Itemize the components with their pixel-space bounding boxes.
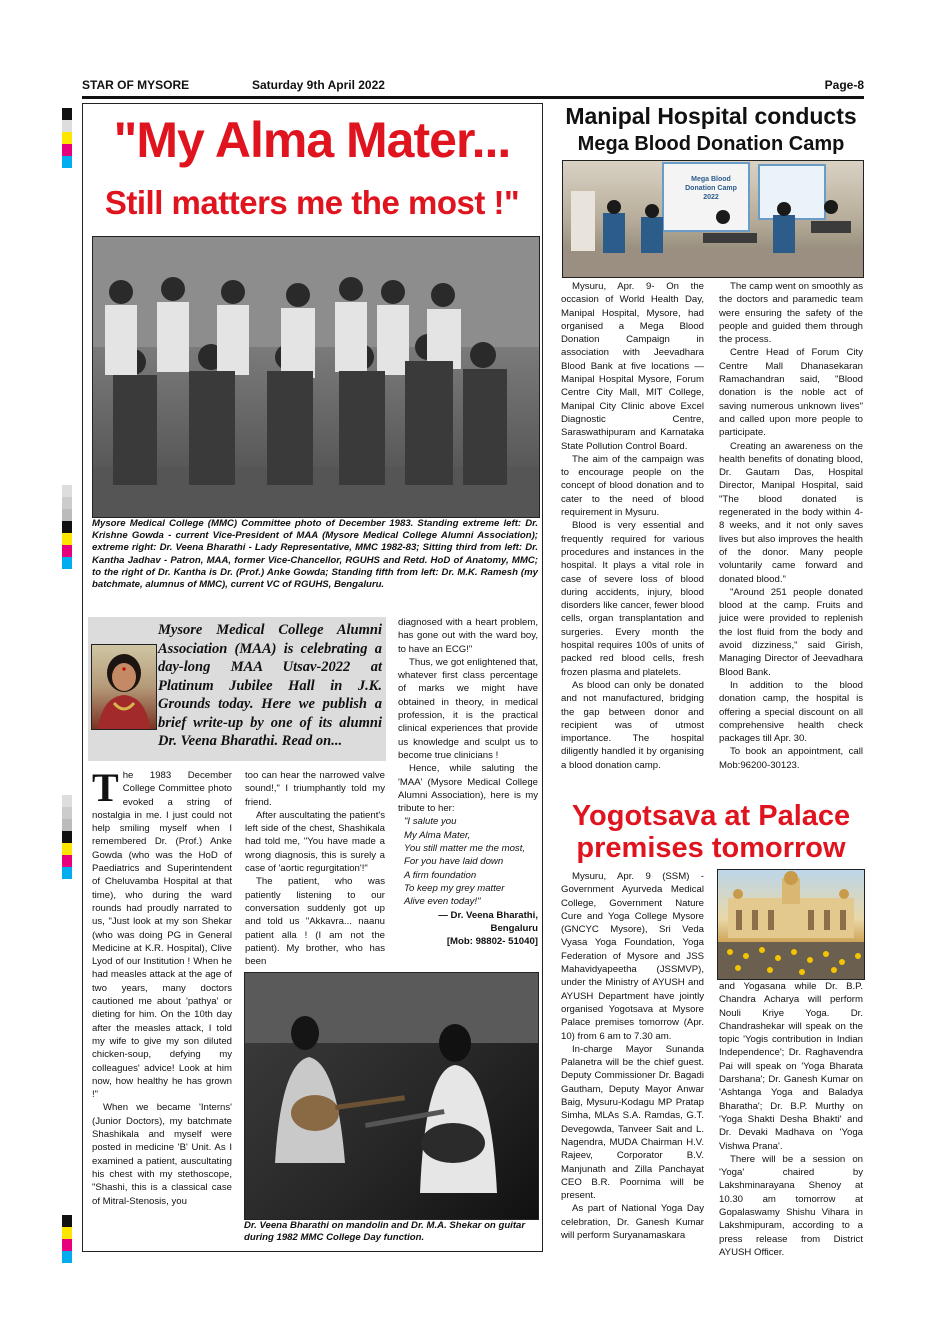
music-photo-caption: Dr. Veena Bharathi on mandolin and Dr. M.A. Shekar on guitar during 1982 MMC College Day function. <box>244 1220 526 1244</box>
header-rule <box>82 96 864 99</box>
alma-column-1 <box>92 765 232 1208</box>
page-number: Page-8 <box>824 78 864 92</box>
palace-yoga-photo <box>717 869 865 980</box>
manipal-col2-para: Creating an awareness on the health benefits of donating blood, Dr. Gautam Das, Hospital Director, Manipal Hospital, said "The blood donated is regenerated in the body within 4-8 weeks, and it not only saves lives but also improves the health of the donor. Many people voluntarily came forward and donated blood." <box>719 440 863 585</box>
drop-cap: T <box>92 765 119 810</box>
manipal-headline-1: Manipal Hospital conducts <box>565 103 857 129</box>
poem-line: A firm foundation <box>404 869 477 881</box>
manipal-col2-para: To book an appointment, call Mob:96200-30123. <box>719 746 863 771</box>
manipal-col2-para: Centre Head of Forum City Centre Mall Dhanasekaran Ramachandran said, "Blood donation is the noble act of saving numerous unknown lives" and called upon more people to participate. <box>719 347 863 439</box>
alma-col2-para-1: too can hear the narrowed valve sound!," I triumphantly told my friend. <box>245 770 385 808</box>
committee-photo-caption: Mysore Medical College (MMC) Committee photo of December 1983. Standing extreme left: Dr. Krishne Gowda - current Vice-President of MAA (Mysore Medical College Alumni Association); extreme right: Dr. Veena Bharathi - Lady Representative, MMC 1982-83; Sitting third from left: Dr. Kantha Jadhav - Patron, MAA, former Vice-Chancellor, RGUHS and Retd. HoD of Anatomy, MMC; to the right of Dr. Kantha is Dr. (Prof.) Anke Gowda; Standing fifth from left: Dr. M.K. Ramesh (my batchmate, alumnus of MMC), current VC of RGUHS, Bengaluru. <box>92 518 538 591</box>
registration-marks-top <box>62 108 72 168</box>
manipal-col1-para: Mysuru, Apr. 9- On the occasion of World Health Day, Manipal Hospital, Mysore, had organised a Mega Blood Donation Campaign in association with Jeevadhara Blood Bank at five locations — Manipal Hospital Mysore, Forum Centre City Mall, MIT College, Manipal City Clinic above Excel Diagnostic Centre, Saraswathipuram and Karnataka State Pollution Control Board. <box>561 281 704 452</box>
manipal-col1-para: The aim of the campaign was to encourage people on the concept of blood donation and to cater to the need of blood requirement in Mysuru. <box>561 453 704 519</box>
poem-line: You still matter me the most, <box>404 843 526 855</box>
alma-col2-para-2: After auscultating the patient's left side of the chest, Shashikala had told me, "You have made a wrong diagnosis, this is surely a case of 'aortic regurgitation'!" <box>245 809 385 875</box>
manipal-col2-para: "Around 251 people donated blood at the camp. Fruits and juice were provided to replenish the lost fluid from the body and avoid dizziness," said Girish, Managing Director of Jeevadhara Blood Bank. <box>719 586 863 678</box>
alma-col3-para-3: Hence, while saluting the 'MAA' (Mysore Medical College Alumni Association), here is my tribute to her: <box>398 763 538 815</box>
alma-col1-para-1-text: he 1983 December College Committee photo evoked a string of nostalgia in me. I just could not help smiling myself when I remembered Dr. (Prof.) Anke Gowda (who was the HoD of Paediatrics and Superintendent of Cheluvamba Hospital at that time), who during the ward rounds had proudly narrated to us, "Just look at my son Shekar (who was doing PG in General Medicine at K.R. Hospital), Clive Lyod of our Institution ! When he had measles attack at the age of two years, many doctors cautioned me about 'pathya' or dieting for him. On the 10th day after the measles attack, I told my wife to give my son diluted chicken-soup, defying my colleagues' advice! Look at him now, how healthy he has grown !" <box>92 770 232 1101</box>
intro-paragraph: Mysore Medical College Alumni Association (MAA) is celebrating a day-long MAA Utsav-2022 at Platinum Jubilee Hall in J.K. Grounds today. Here we publish a brief write-up by one of its alumni Dr. Veena Bharathi. Read on... <box>158 622 382 749</box>
alma-headline-2: Still matters me the most !" <box>104 184 520 221</box>
registration-marks-mid <box>62 485 72 569</box>
alma-col2-para-3: The patient, who was patiently listening to our conversation suddenly got up and told us "Akkavra... naanu patient alla ! (I am not the patient). My brother, who has been <box>245 876 385 968</box>
yoga-column-2 <box>719 980 863 1259</box>
yoga-col2-para: and Yogasana while Dr. B.P. Chandra Acharya will perform Nouli Kriye Yoga. Dr. Chandrashekar will speak on the topic 'Yogis contribution in Indian Independence'; Dr. Raghavendra Pai will speak on 'Yoga Bharata Darshana'; Dr. Ganesh Kumar on 'Ashtanga Yoga and Baladya Bharatha'; Dr. B.P. Murthy on 'Yoga Shakti Desha Bhakti' and Dr. Devaki Madhava on 'Yoga Vishwa Prana'. <box>719 981 863 1152</box>
yoga-column-1 <box>561 870 704 1242</box>
poem-line: For you have laid down <box>404 856 504 868</box>
mandolin-guitar-photo <box>244 972 539 1220</box>
alma-col3-para-2: Thus, we got enlightened that, whatever first class percentage of marks we might have obtained in theory, in medical profession, it is the practical clinical experiences that provide us knowledge and sculpt us to become true clinicians ! <box>398 656 538 761</box>
manipal-headline-2: Mega Blood Donation Camp <box>577 133 845 155</box>
manipal-col2-para: The camp went on smoothly as the doctors and paramedic team were ensuring the safety of the people and guided them through the process. <box>719 281 863 346</box>
author-signature <box>398 909 538 949</box>
yoga-col1-para: In-charge Mayor Sunanda Palanetra will be the chief guest. Deputy Commissioner Dr. Bagadi Gautham, Deputy Mayor Anwar Baig, Mysuru-Kodagu MP Pratap Simha, MLAs S.A. Ramdas, G.T. Devegowda, Tanveer Sait and L. Nagendra, MUDA Chairman H.V. Rajeev, Corporator B.V. Manjunath and Zilla Panchayat CEO B.R. Poornima will be present. <box>561 1043 704 1202</box>
issue-date: Saturday 9th April 2022 <box>252 78 385 92</box>
music-photo-illustration <box>245 973 538 1219</box>
manipal-column-2 <box>719 280 863 772</box>
yoga-headline-1: Yogotsava at Palace <box>571 800 851 832</box>
committee-photo-illustration <box>93 237 539 517</box>
poem-line: To keep my grey matter <box>404 882 505 894</box>
intro-text <box>96 621 382 751</box>
poem-line: Alive even today!" <box>404 896 481 908</box>
poem-line: My Alma Mater, <box>404 829 471 841</box>
camp-banner-text: Mega Blood Donation Camp 2022 <box>685 176 737 201</box>
yoga-headline-2: premises tomorrow <box>576 832 846 864</box>
manipal-column-1 <box>561 280 704 772</box>
blood-donation-photo <box>562 160 864 278</box>
tribute-poem <box>398 815 538 908</box>
alma-headline-1: "My Alma Mater... <box>113 112 511 168</box>
intro-portrait-spacer <box>96 621 158 733</box>
alma-column-3 <box>398 616 538 948</box>
manipal-col1-para: As blood can only be donated and not manufactured, bridging the gap between donor and recipient was of utmost importance. The hospital diligently handled it by organising a blood donation camp. <box>561 679 704 771</box>
manipal-col1-para: Blood is very essential and frequently required for various procedures and instances in the hospital. It plays a vital role in case of severe loss of blood during accidents, injury, blood disorders like cancer, fewer blood cells, organ transplantation and surgeries. Every month the hospital requires 100s of units of packed red blood cells, fresh frozen plasma and platelets. <box>561 520 704 678</box>
yoga-col1-para: As part of National Yoga Day celebration, Dr. Ganesh Kumar will perform Suryanamaskara <box>561 1203 704 1242</box>
registration-marks-bottom <box>62 1215 72 1263</box>
registration-marks-lower <box>62 795 72 879</box>
signature-name: — Dr. Veena Bharathi, <box>438 909 538 921</box>
alma-column-2 <box>245 769 385 968</box>
alma-col1-para-2: When we became 'Interns' (Junior Doctors), my batchmate Shashikala and myself were posted in medicine 'B' Unit. As I examined a patient, auscultating his chest with my stethoscope, "Shashi, this is a classical case of Mitral-Stenosis, you <box>92 1102 232 1207</box>
yoga-col1-para: Mysuru, Apr. 9 (SSM) - Government Ayurveda Medical College, Government Nature Cure and Yoga College Mysore (GNCYC Mysore), Sri Veda Vyasa Yoga Foundation, Yoga Federation of Mysore and JSS Mahavidyapeetha (JSSMVP), under the Ministry of AYUSH and AYUSH Department have jointly organised Yogotsava at Mysore Palace premises tomorrow (Apr. 10) from 6 am to 7.30 am. <box>561 871 704 1042</box>
signature-mobile: [Mob: 98802- 51040] <box>446 936 538 948</box>
yoga-col2-para: There will be a session on 'Yoga' chaired by Lakshminarayana Shenoy at 10.30 am tomorrow at Gopalaswamy Shishu Vihara in Lakshmipuram, according to a press release from District AYUSH Officer. <box>719 1153 863 1258</box>
signature-city: Bengaluru <box>490 922 538 934</box>
mmc-committee-photo <box>92 236 540 518</box>
alma-col3-para-1: diagnosed with a heart problem, has gone out with the ward boy, to have an ECG!" <box>398 617 538 655</box>
palace-illustration <box>718 870 864 979</box>
manipal-col2-para: In addition to the blood donation camp, the hospital is offering a special discount on all comprehensive health check packages till Apr. 30. <box>719 679 863 745</box>
poem-line: "I salute you <box>404 816 457 828</box>
alma-col1-para-1 <box>92 765 232 1101</box>
page-header <box>82 77 864 95</box>
paper-name: STAR OF MYSORE <box>82 78 190 92</box>
